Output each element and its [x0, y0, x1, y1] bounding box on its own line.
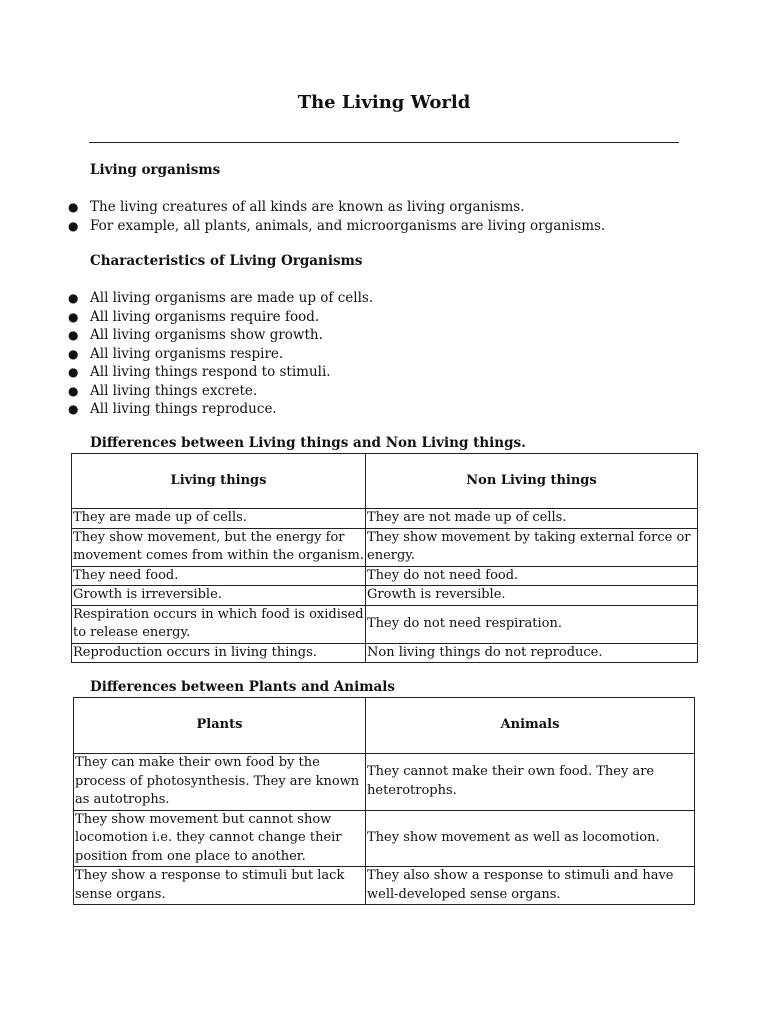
characteristics-list — [68, 289, 374, 419]
table-cell: They do not need food. — [366, 566, 698, 586]
table-cell: They can make their own food by the process of photosynthesis. They are known as autotrophs. — [74, 754, 366, 811]
bullet-icon: ● — [68, 402, 79, 416]
bullet-icon: ● — [68, 365, 79, 379]
bullet-icon: ● — [68, 328, 79, 342]
table-header-row — [74, 698, 695, 754]
table-cell: Non living things do not reproduce. — [366, 643, 698, 663]
page-title: The Living World — [297, 92, 471, 113]
list-item: ● All living things excrete. — [68, 382, 258, 399]
section-heading-characteristics: Characteristics of Living Organisms — [90, 253, 363, 269]
table-cell: Growth is reversible. — [366, 586, 698, 606]
column-header: Non Living things — [366, 454, 698, 509]
list-item: ● All living organisms respire. — [68, 345, 284, 362]
column-header: Plants — [74, 698, 366, 754]
table-cell: They show movement by taking external force or energy. — [366, 528, 698, 566]
table-cell: Respiration occurs in which food is oxidised to release energy. — [72, 605, 366, 643]
table-heading-plants-animals: Differences between Plants and Animals — [90, 679, 395, 695]
living-organisms-list — [68, 198, 606, 235]
table-header-row — [72, 454, 698, 509]
column-header: Animals — [366, 698, 695, 754]
table-cell: They are not made up of cells. — [366, 509, 698, 529]
table-row — [72, 566, 698, 586]
bullet-icon: ● — [68, 218, 79, 233]
list-item: ● The living creatures of all kinds are known as living organisms. — [68, 199, 525, 215]
table-heading-living-nonliving: Differences between Living things and Non Living things. — [90, 435, 526, 451]
section-heading-living-organisms: Living organisms — [90, 162, 221, 178]
table-cell: They cannot make their own food. They are heterotrophs. — [366, 754, 695, 811]
bullet-icon: ● — [68, 309, 79, 324]
table-row — [72, 509, 698, 529]
bullet-icon: ● — [68, 200, 79, 214]
list-item: ● All living organisms are made up of cells. — [68, 290, 374, 306]
list-item: ● All living organisms show growth. — [68, 327, 323, 343]
living-vs-nonliving-table — [71, 453, 698, 663]
plants-vs-animals-table — [73, 697, 695, 905]
table-cell: Growth is irreversible. — [72, 586, 366, 606]
table-cell: They show movement as well as locomotion. — [366, 810, 695, 867]
table-row — [74, 810, 695, 867]
table-cell: They do not need respiration. — [366, 605, 698, 643]
column-header: Living things — [72, 454, 366, 509]
table-row — [72, 528, 698, 566]
table-row — [72, 605, 698, 643]
table-cell: They are made up of cells. — [72, 509, 366, 529]
list-item: ● All living organisms require food. — [68, 308, 320, 325]
list-item: ● For example, all plants, animals, and microorganisms are living organisms. — [68, 217, 606, 234]
table-cell: Reproduction occurs in living things. — [72, 643, 366, 663]
table-cell: They show a response to stimuli but lack sense organs. — [74, 867, 366, 905]
table-cell: They need food. — [72, 566, 366, 586]
table-cell: They show movement but cannot show locomotion i.e. they cannot change their position from one place to another. — [74, 810, 366, 867]
bullet-icon: ● — [68, 383, 79, 398]
table-row — [74, 867, 695, 905]
table-cell: They show movement, but the energy for movement comes from within the organism. — [72, 528, 366, 566]
list-item: ● All living things reproduce. — [68, 401, 277, 417]
list-item: ● All living things respond to stimuli. — [68, 364, 331, 380]
table-cell: They also show a response to stimuli and have well-developed sense organs. — [366, 867, 695, 905]
table-row — [72, 586, 698, 606]
table-row — [72, 643, 698, 663]
title-divider — [89, 142, 679, 143]
bullet-icon: ● — [68, 346, 79, 361]
bullet-icon: ● — [68, 291, 79, 305]
table-row — [74, 754, 695, 811]
